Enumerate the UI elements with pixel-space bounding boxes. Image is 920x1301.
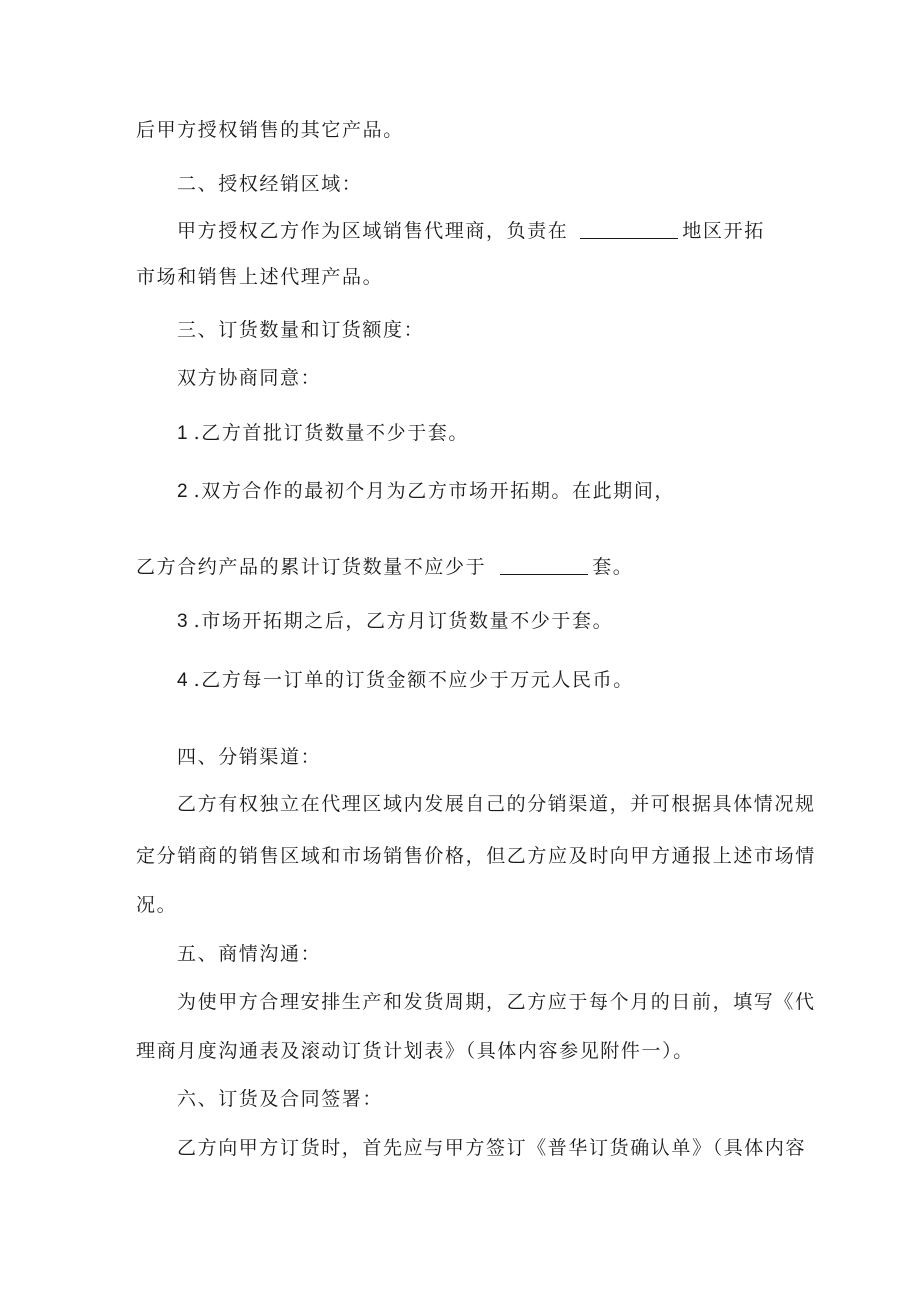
fill-in-blank-region xyxy=(580,220,678,239)
list-item-2-continuation xyxy=(136,555,633,579)
section-heading-2: 二、授权经销区域： xyxy=(177,173,363,195)
list-number: 3 xyxy=(177,611,188,632)
section-heading-6: 六、订货及合同签署： xyxy=(177,1088,384,1110)
list-item-4 xyxy=(177,668,634,693)
list-number: 1 xyxy=(177,423,188,444)
section-heading-4: 四、分销渠道： xyxy=(177,746,322,768)
section-3-intro: 双方协商同意： xyxy=(177,367,322,389)
section-heading-5: 五、商情沟通： xyxy=(177,943,322,965)
list-item-3 xyxy=(177,609,613,634)
list-text: .乙方首批订货数量不少于套。 xyxy=(193,422,470,444)
section-4-paragraph-line-3: 况。 xyxy=(136,894,178,916)
text-segment: 套。 xyxy=(592,556,634,578)
list-item-2 xyxy=(177,479,675,504)
section-heading-3: 三、订货数量和订货额度： xyxy=(177,319,425,341)
fill-in-blank-quantity xyxy=(500,556,588,575)
section-2-paragraph-line-1 xyxy=(177,219,765,243)
section-5-paragraph-line-1: 为使甲方合理安排生产和发货周期，乙方应于每个月的日前，填写《代 xyxy=(177,991,816,1013)
section-4-paragraph-line-2: 定分销商的销售区域和市场销售价格，但乙方应及时向甲方通报上述市场情 xyxy=(136,845,816,867)
section-5-paragraph-line-2: 理商月度沟通表及滚动订货计划表》（具体内容参见附件一）。 xyxy=(136,1040,694,1062)
list-item-1 xyxy=(177,421,469,446)
text-line-continuation: 后甲方授权销售的其它产品。 xyxy=(136,119,404,141)
list-text: .双方合作的最初个月为乙方市场开拓期。在此期间， xyxy=(193,480,676,502)
list-text: .市场开拓期之后，乙方月订货数量不少于套。 xyxy=(193,610,614,632)
text-segment: 地区开拓 xyxy=(682,220,765,242)
list-number: 4 xyxy=(177,670,188,691)
text-segment: 甲方授权乙方作为区域销售代理商，负责在 xyxy=(177,220,569,242)
section-6-paragraph-line-1: 乙方向甲方订货时，首先应与甲方签订《普华订货确认单》（具体内容 xyxy=(177,1137,807,1159)
text-segment: 乙方合约产品的累计订货数量不应少于 xyxy=(136,556,487,578)
section-4-paragraph-line-1: 乙方有权独立在代理区域内发展自己的分销渠道，并可根据具体情况规 xyxy=(177,793,816,815)
list-text: .乙方每一订单的订货金额不应少于万元人民币。 xyxy=(193,669,634,691)
list-number: 2 xyxy=(177,481,188,502)
section-2-paragraph-line-2: 市场和销售上述代理产品。 xyxy=(136,266,384,288)
